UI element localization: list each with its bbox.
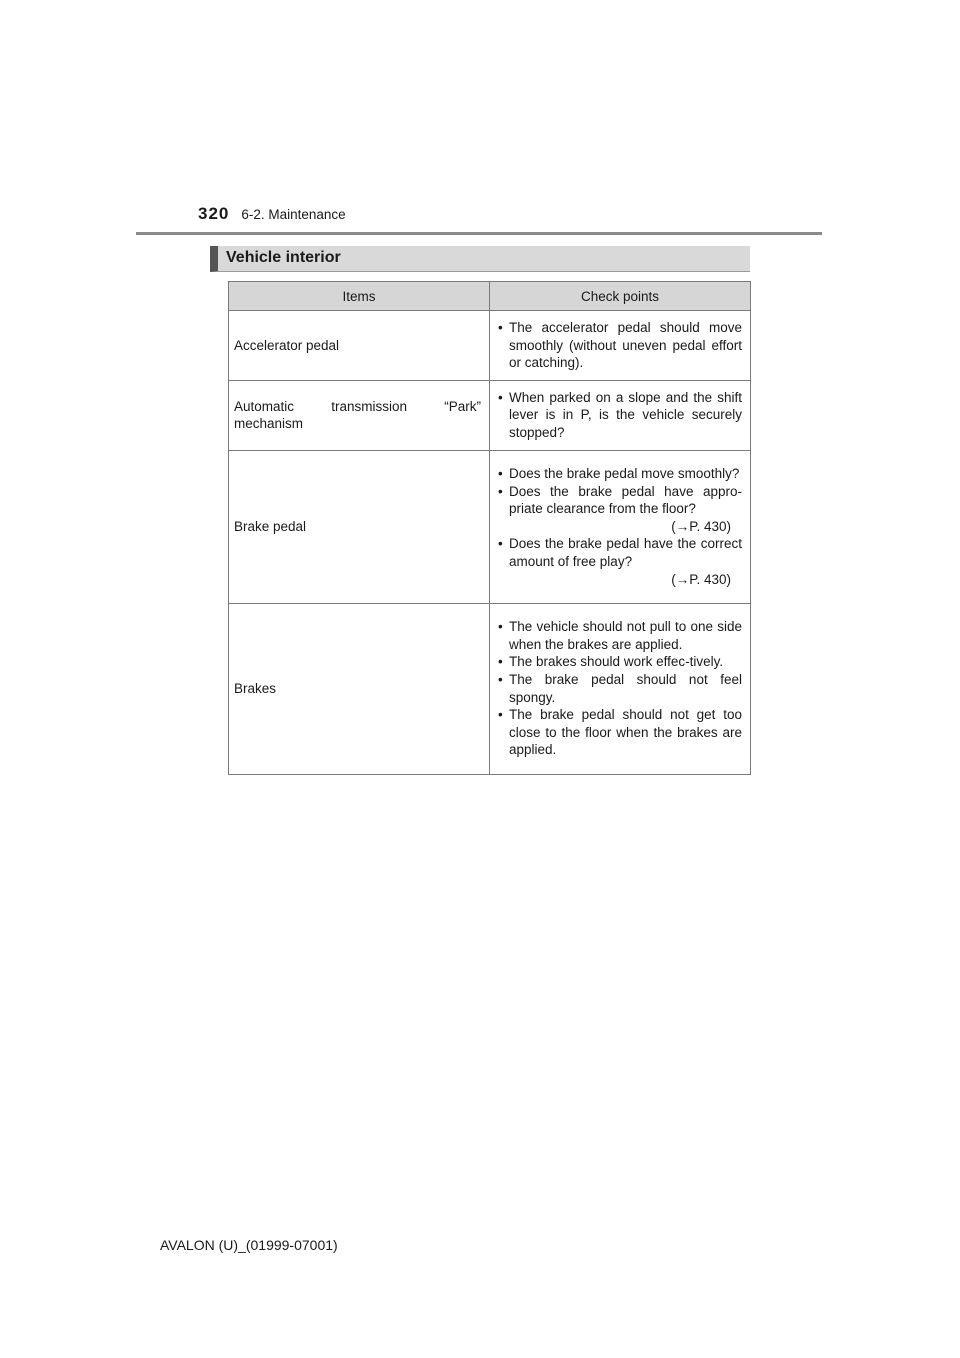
check-point: • Does the brake pedal move smoothly? (498, 465, 740, 481)
column-header-check-points: Check points (490, 282, 751, 311)
check-points-list (498, 319, 742, 372)
header-rule (136, 232, 822, 235)
check-point: • The brake pedal should not feel spongy. (498, 671, 742, 705)
table-row (229, 603, 751, 774)
page-header (198, 204, 346, 228)
check-table (228, 281, 751, 775)
page-reference: (→P. 430) (671, 518, 731, 534)
check-point: • Does the brake pedal have appro-priate clearance from the floor? (→P. 430) (498, 483, 742, 534)
check-points-list (498, 618, 742, 759)
table-row (229, 380, 751, 450)
item-cell: Automatic transmission “Park” mechanism (229, 380, 490, 450)
check-points-list (498, 465, 742, 588)
check-point: • The brake pedal should not get too close to the floor when the brakes are applied. (498, 707, 742, 758)
check-point: • The accelerator pedal should move smoothly (without uneven pedal effort or catching). (498, 320, 742, 371)
check-points-cell (490, 380, 751, 450)
check-points-cell (490, 603, 751, 774)
check-point: • The vehicle should not pull to one side when the brakes are applied. (498, 619, 742, 652)
item-cell: Brakes (229, 603, 490, 774)
column-header-items: Items (229, 282, 490, 311)
footer-model-code: AVALON (U)_(01999-07001) (160, 1237, 338, 1253)
item-cell: Brake pedal (229, 450, 490, 603)
table-header-row (229, 282, 751, 311)
check-point: • When parked on a slope and the shift lever is in P, is the vehicle securely stopped? (498, 389, 742, 440)
page-reference: (→P. 430) (671, 571, 731, 587)
table-row (229, 450, 751, 603)
section-title-bar (210, 246, 750, 272)
section-name: 6-2. Maintenance (241, 207, 346, 222)
check-points-cell (490, 450, 751, 603)
item-cell: Accelerator pedal (229, 311, 490, 381)
section-title: Vehicle interior (226, 249, 341, 266)
check-point: • The brakes should work effec-tively. (498, 654, 724, 670)
check-points-cell (490, 311, 751, 381)
page-number: 320 (198, 204, 230, 223)
check-point: • Does the brake pedal have the correct amount of free play? (→P. 430) (498, 536, 742, 587)
table-row (229, 311, 751, 381)
check-points-list (498, 389, 742, 442)
